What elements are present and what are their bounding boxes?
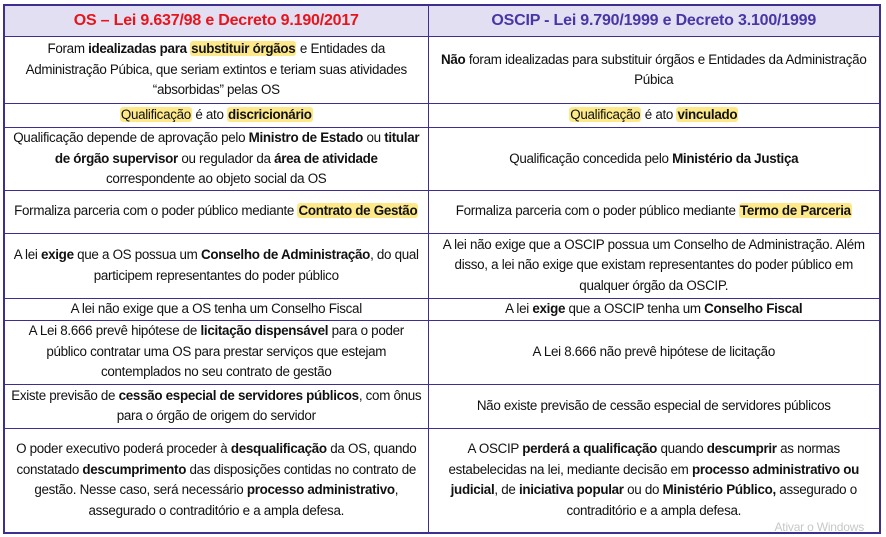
text: da OS, quando constatado bbox=[16, 441, 417, 477]
text: as normas estabelecidas na lei, mediante decisão em bbox=[448, 441, 840, 477]
text: ou bbox=[363, 130, 385, 145]
cell-os bbox=[4, 37, 428, 104]
text: , do qual participem representantes do poder público bbox=[93, 247, 419, 283]
text: A lei não exige que a OS tenha um Conselho Fiscal bbox=[70, 300, 362, 316]
bold-text: Conselho Fiscal bbox=[704, 300, 803, 316]
bold-text: perderá a qualificação bbox=[522, 441, 658, 457]
highlighted-text: Termo de Parceria bbox=[740, 203, 851, 219]
text: , com ônus para o órgão de origem do servidor bbox=[116, 387, 422, 423]
text: assegurado o contraditório e a ampla defesa. bbox=[566, 482, 857, 518]
table-row bbox=[4, 233, 880, 298]
cell-oscip bbox=[428, 384, 880, 428]
bold-text: desqualificação bbox=[230, 441, 327, 457]
table-row bbox=[4, 128, 880, 191]
bold-text: descumprimento bbox=[82, 461, 187, 477]
bold-text: processo administrativo ou judicial bbox=[450, 461, 860, 498]
text: A Lei 8.666 prevê hipótese de bbox=[28, 323, 201, 339]
text: para o poder público contratar uma OS para prestar serviços que estejam contemplados no seu contrato de gestão bbox=[46, 323, 404, 380]
text: A lei não exige que a OSCIP possua um Conselho de Administração. Além disso, a lei não exige que existam representantes do poder público em qualquer órgão da OSCIP. bbox=[442, 236, 865, 293]
text: Formaliza parceria com o poder público mediante bbox=[14, 203, 298, 219]
text: Não existe previsão de cessão especial de servidores públicos bbox=[476, 397, 831, 413]
text: A OSCIP bbox=[467, 441, 523, 457]
bold-text: Ministério da Justiça bbox=[672, 150, 799, 166]
bold-text: licitação dispensável bbox=[200, 323, 329, 339]
text: , assegurado o contraditório e a ampla defesa. bbox=[88, 482, 399, 518]
cell-oscip bbox=[428, 320, 880, 384]
text: Qualificação depende de aprovação pelo bbox=[13, 130, 249, 145]
cell-os bbox=[4, 320, 428, 384]
bold-text: Não bbox=[441, 51, 466, 67]
cell-os bbox=[4, 298, 428, 320]
cell-oscip bbox=[428, 104, 880, 128]
text: ou do bbox=[623, 482, 663, 498]
header-os: OS – Lei 9.637/98 e Decreto 9.190/2017 bbox=[4, 5, 428, 37]
comparison-table bbox=[3, 4, 881, 534]
text: Foram bbox=[47, 41, 89, 57]
highlighted-text: Contrato de Gestão bbox=[298, 203, 418, 219]
text: correspondente ao objeto social da OS bbox=[106, 171, 327, 186]
text: é ato bbox=[641, 107, 677, 123]
text: A Lei 8.666 não prevê hipótese de licitação bbox=[532, 343, 775, 359]
text: e Entidades da Administração Púbica, que seriam extintos e teriam suas atividades “absorbidas” pelas OS bbox=[25, 41, 407, 98]
highlighted-text: discricionário bbox=[228, 107, 312, 123]
bold-text: iniciativa popular bbox=[518, 482, 624, 498]
table-row bbox=[4, 190, 880, 233]
bold-text: Ministro de Estado bbox=[248, 130, 364, 145]
bold-text: exige bbox=[532, 300, 566, 316]
cell-os bbox=[4, 384, 428, 428]
bold-text: Conselho de Administração bbox=[200, 247, 371, 262]
text: Formaliza parceria com o poder público mediante bbox=[455, 203, 740, 219]
text: Qualificação concedida pelo bbox=[509, 150, 673, 166]
text: ou regulador da bbox=[177, 150, 275, 166]
header-row bbox=[4, 5, 880, 37]
cell-os bbox=[4, 104, 428, 128]
text: A lei bbox=[505, 300, 533, 316]
text: O poder executivo poderá proceder à bbox=[16, 441, 231, 457]
bold-text: processo administrativo bbox=[246, 482, 395, 498]
text: Existe previsão de bbox=[11, 387, 119, 403]
text: que a OS possua um bbox=[73, 247, 201, 262]
table-row bbox=[4, 428, 880, 533]
bold-text: descumprir bbox=[706, 441, 777, 457]
bold-text: Ministério Público, bbox=[662, 482, 776, 498]
header-oscip: OSCIP - Lei 9.790/1999 e Decreto 3.100/1999 bbox=[428, 5, 880, 37]
cell-os bbox=[4, 190, 428, 233]
table-row bbox=[4, 37, 880, 104]
text: A lei bbox=[13, 247, 41, 262]
cell-oscip bbox=[428, 233, 880, 298]
bold-text: área de atividade bbox=[274, 150, 378, 166]
text: que a OSCIP tenha um bbox=[565, 300, 705, 316]
bold-text: idealizadas para bbox=[88, 41, 191, 57]
text: quando bbox=[657, 441, 707, 457]
highlighted-text: Qualificação bbox=[120, 107, 191, 123]
text: é ato bbox=[191, 107, 228, 123]
cell-oscip bbox=[428, 37, 880, 104]
windows-activation-watermark: Ativar o Windows bbox=[774, 520, 864, 534]
highlighted-text: substituir órgãos bbox=[191, 41, 296, 57]
text: foram idealizadas para substituir órgãos e Entidades da Administração Púbica bbox=[465, 51, 867, 87]
text: das disposições contidas no contrato de gestão. Nesse caso, será necessário bbox=[34, 461, 417, 498]
cell-oscip bbox=[428, 428, 880, 533]
cell-os bbox=[4, 233, 428, 298]
text: , de bbox=[494, 482, 519, 498]
cell-oscip bbox=[428, 190, 880, 233]
bold-text: titular de órgão supervisor bbox=[54, 130, 420, 166]
cell-oscip bbox=[428, 298, 880, 320]
highlighted-text: Qualificação bbox=[570, 107, 641, 123]
bold-text: exige bbox=[40, 247, 74, 262]
table-row bbox=[4, 384, 880, 428]
cell-oscip bbox=[428, 128, 880, 191]
cell-os bbox=[4, 428, 428, 533]
cell-os bbox=[4, 128, 428, 191]
table-row bbox=[4, 104, 880, 128]
bold-text: cessão especial de servidores públicos bbox=[118, 387, 359, 403]
table-row bbox=[4, 298, 880, 320]
table-row bbox=[4, 320, 880, 384]
highlighted-text: vinculado bbox=[677, 107, 738, 123]
